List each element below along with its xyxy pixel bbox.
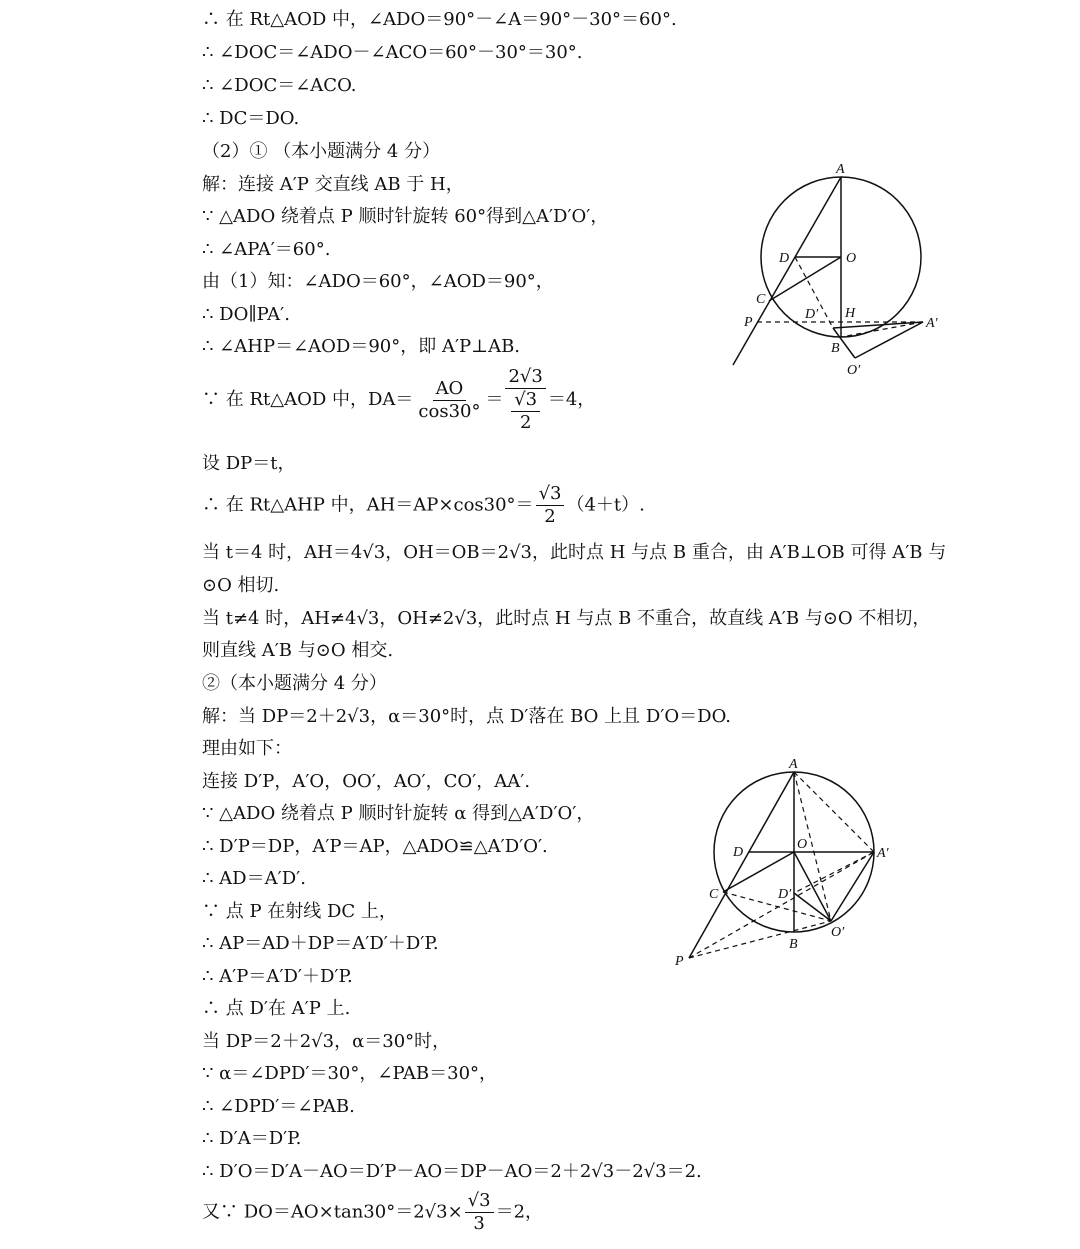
fraction-root3-over-2: $\frac{√3}{2}$ [536, 483, 565, 528]
solution2-line-7: ∵ 点 P 在射线 DC 上， [202, 901, 397, 922]
label-d-fig2: D [733, 845, 744, 860]
label-d-prime-fig2: D′ [778, 887, 792, 902]
solution2-line-4: ∵ △ADO 绕着点 P 顺时针旋转 α 得到△A′D′O′， [202, 803, 595, 824]
label-o-fig2: O [797, 837, 808, 852]
label-o-fig1: O [846, 251, 857, 266]
label-c-fig2: C [709, 887, 719, 902]
formula-ah-prefix: ∴ 在 Rt△AHP 中，AH＝AP×cos30°＝ [202, 494, 534, 516]
solution-line-2: ∵ △ADO 绕着点 P 顺时针旋转 60°得到△A′D′O′， [202, 206, 609, 227]
solution2-line-1: 解：当 DP＝2＋2√3，α＝30°时，点 D′落在 BO 上且 D′O＝DO. [202, 706, 732, 727]
solution2-line-8: ∴ AP＝AD＋DP＝A′D′＋D′P. [202, 933, 439, 954]
solution2-line-9: ∴ A′P＝A′D′＋D′P. [202, 966, 353, 987]
section-heading-2-2: ②（本小题满分 4 分） [202, 673, 387, 694]
formula-do-prefix: 又∵ DO＝AO×tan30°＝2√3× [202, 1201, 463, 1223]
label-h-fig1: H [845, 306, 856, 321]
solution2-line-11: 当 DP＝2＋2√3，α＝30°时， [202, 1031, 451, 1052]
label-o-prime-fig2: O′ [831, 925, 845, 940]
solution2-line-2: 理由如下： [202, 738, 292, 759]
solution-line-3: ∴ ∠APA′＝60°. [202, 239, 331, 260]
formula-da-result: ＝4， [547, 389, 596, 410]
label-d-fig1: D [779, 251, 790, 266]
case-tnot4-line-2: 则直线 A′B 与⊙O 相交. [202, 640, 394, 661]
solution-line-6: ∴ ∠AHP＝∠AOD＝90°，即 A′P⊥AB. [202, 336, 521, 357]
segment-p-a-prime-fig2 [689, 852, 874, 958]
solution2-line-10: ∴ 点 D′在 A′P 上. [202, 998, 351, 1019]
proof-line-3: ∴ ∠DOC＝∠ACO. [202, 75, 357, 96]
proof-line-1: ∴ 在 Rt△AOD 中，∠ADO＝90°－∠A＝90°－30°＝60°. [202, 9, 677, 30]
solution2-line-13: ∴ ∠DPD′＝∠PAB. [202, 1096, 355, 1117]
segment-p-o-prime-fig2 [689, 921, 831, 958]
geometry-figure-2 [665, 752, 905, 972]
solution-line-5: ∴ DO∥PA′. [202, 304, 290, 325]
solution2-line-15: ∴ D′O＝D′A－AO＝D′P－AO＝DP－AO＝2＋2√3－2√3＝2. [202, 1161, 702, 1182]
label-b-fig2: B [789, 937, 798, 952]
formula-line-ah [202, 483, 645, 528]
formula-line-da: ∵ 在 Rt△AOD 中，DA＝ $\frac{AO}{\cos 30^\circ}$ ＝ 2√3 √3 2 ＝4， [202, 366, 596, 433]
solution-line-4: 由（1）知：∠ADO＝60°，∠AOD＝90°， [202, 271, 554, 292]
solution2-line-5: ∴ D′P＝DP，A′P＝AP，△ADO≌△A′D′O′. [202, 836, 548, 857]
solution2-line-14: ∴ D′A＝D′P. [202, 1128, 302, 1149]
fraction-compound: 2√3 √3 2 [505, 366, 545, 434]
label-c-fig1: C [756, 292, 766, 307]
label-o-prime-fig1: O′ [847, 363, 861, 378]
proof-line-2: ∴ ∠DOC＝∠ADO－∠ACO＝60°－30°＝30°. [202, 42, 583, 63]
label-a-prime-fig1: A′ [926, 316, 938, 331]
solution2-line-12: ∵ α＝∠DPD′＝30°，∠PAB＝30°， [202, 1063, 498, 1084]
segment-o-o-prime-fig2 [794, 852, 831, 921]
solution-line-1: 解：连接 A′P 交直线 AB 于 H， [202, 174, 464, 195]
case-t4-line-2: ⊙O 相切. [202, 575, 280, 596]
solution2-line-3: 连接 D′P，A′O，OO′，AO′，CO′，AA′. [202, 771, 531, 792]
segment-ap-fig1 [733, 177, 841, 365]
formula-line-do [202, 1190, 543, 1235]
formula-ah-suffix: （4＋t）. [566, 494, 645, 516]
geometry-figure-1 [725, 160, 955, 385]
proof-line-4: ∴ DC＝DO. [202, 108, 300, 129]
case-t4-line-1: 当 t＝4 时，AH＝4√3，OH＝OB＝2√3，此时点 H 与点 B 重合，由 A′B⊥OB 可得 A′B 与 [202, 542, 947, 563]
label-d-prime-fig1: D′ [805, 307, 819, 322]
label-p-fig1: P [744, 315, 753, 330]
label-a-fig1: A [836, 162, 845, 177]
label-a-fig2: A [789, 757, 798, 772]
fraction-ao-cos30: $\frac{AO}{\cos 30^\circ}$ [418, 377, 481, 422]
segment-a-prime-o-prime-fig2 [831, 852, 874, 921]
label-a-prime-fig2: A′ [877, 846, 889, 861]
fraction-root3-over-3: $\frac{√3}{3}$ [465, 1190, 494, 1235]
case-tnot4-line-1: 当 t≠4 时，AH≠4√3，OH≠2√3，此时点 H 与点 B 不重合，故直线 A′B 与⊙O 不相切， [202, 608, 931, 629]
label-p-fig2: P [675, 954, 684, 969]
label-b-fig1: B [831, 341, 840, 356]
formula-da-prefix: ∵ 在 Rt△AOD 中，DA＝ [202, 389, 414, 410]
formula-do-result: ＝2， [495, 1201, 544, 1223]
segment-a-prime-o-prime-fig1 [855, 322, 923, 358]
segment-c-o-prime-fig2 [723, 892, 831, 921]
set-dp-line: 设 DP＝t， [202, 453, 296, 474]
section-heading-2-1: （2）① （本小题满分 4 分） [202, 141, 441, 162]
solution2-line-6: ∴ AD＝A′D′. [202, 868, 306, 889]
